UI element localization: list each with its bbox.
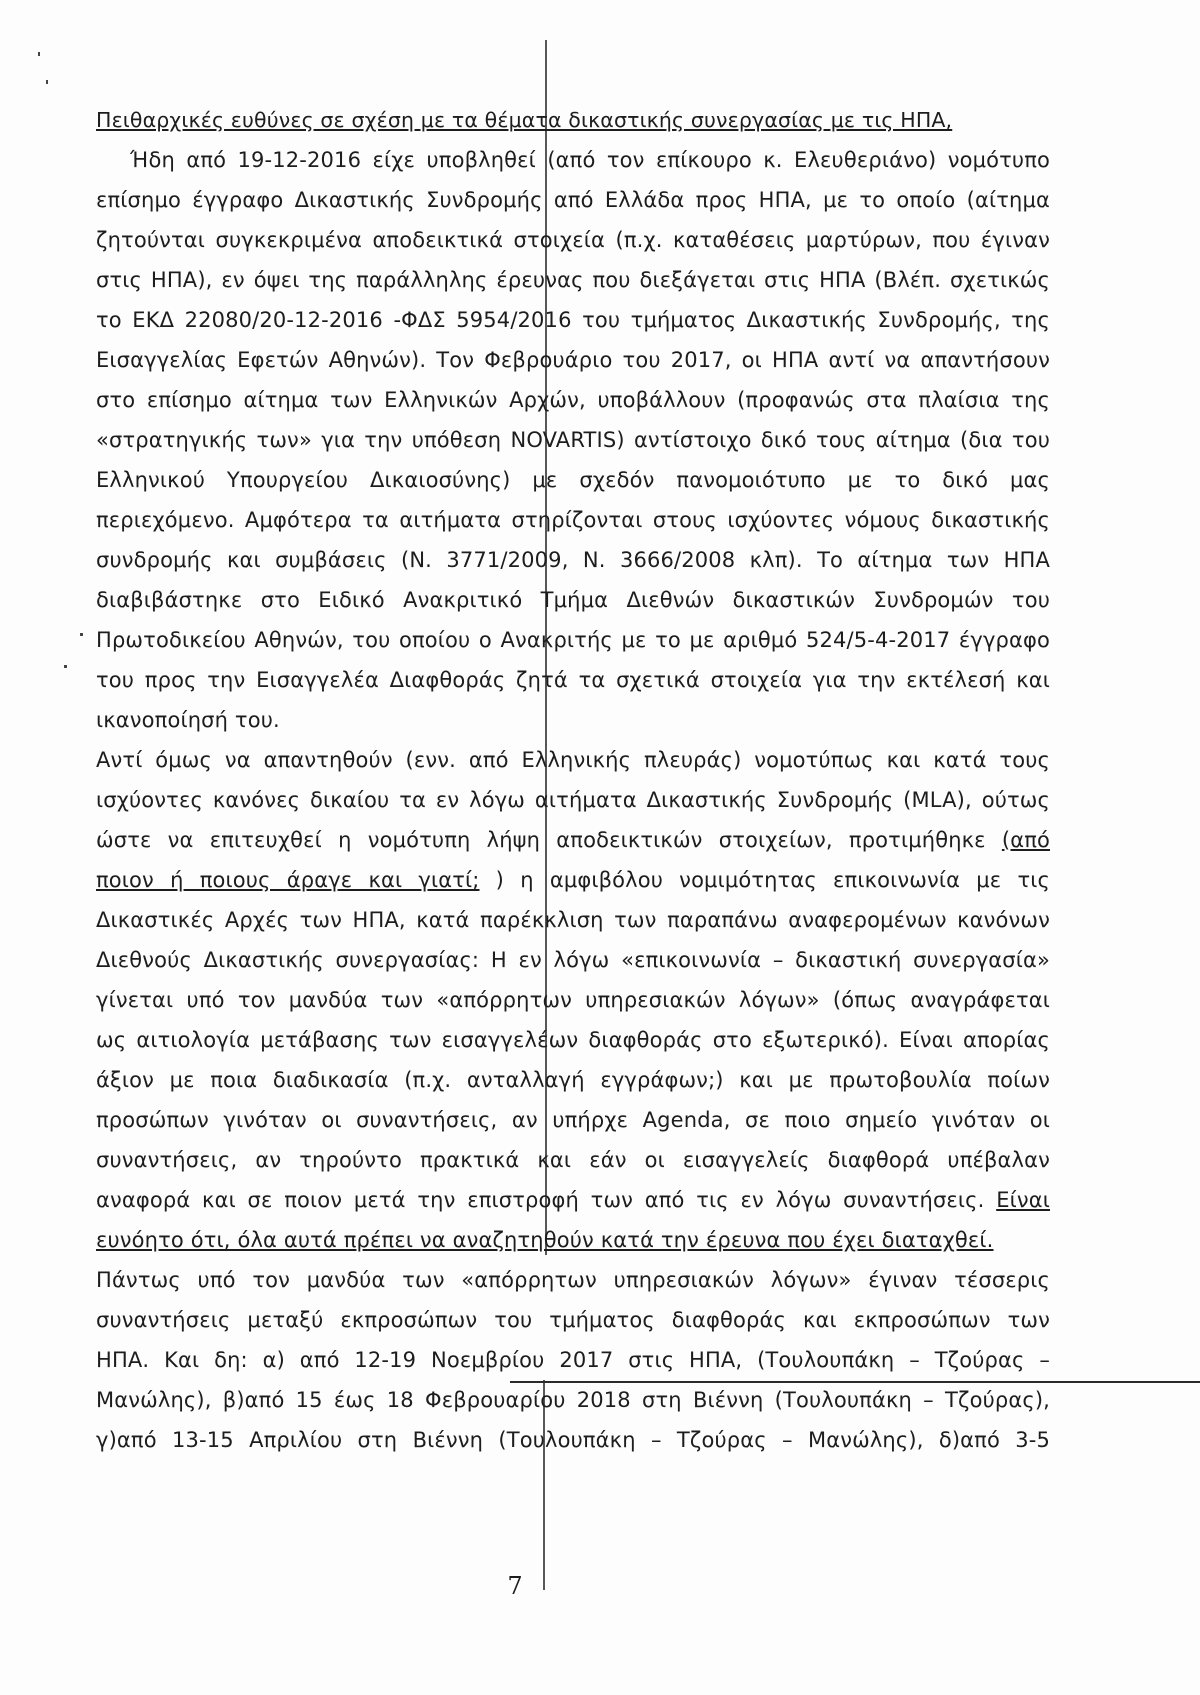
underlined-text: ποιον ή ποιους άραγε και γιατί;	[96, 868, 480, 892]
document-body	[96, 100, 1050, 1460]
text-line: στο επίσημο αίτημα των Ελληνικών Αρχών, υποβάλλουν (προφανώς στα πλαίσια της	[96, 388, 1050, 412]
text-line: συνδρομής και συμβάσεις (Ν. 3771/2009, Ν. 3666/2008 κλπ). Το αίτημα των ΗΠΑ	[96, 548, 1050, 572]
text-line: συναντήσεις, αν τηρούντο πρακτικά και εάν οι εισαγγελείς διαφθορά υπέβαλαν	[96, 1148, 1050, 1172]
scan-speck	[64, 665, 67, 668]
underlined-text: (από	[1001, 828, 1050, 852]
paragraph-2	[96, 740, 1050, 1260]
text-line	[96, 1220, 1050, 1260]
text-line: Αντί όμως να απαντηθούν (ενν. από Ελληνικής πλευράς) νομοτύπως και κατά τους	[96, 748, 1050, 772]
section-heading: Πειθαρχικές ευθύνες σε σχέση με τα θέματα δικαστικής συνεργασίας με τις ΗΠΑ,	[96, 108, 953, 132]
scan-speck	[38, 52, 40, 56]
underlined-text: ευνόητο ότι, όλα αυτά πρέπει να αναζητηθούν κατά την έρευνα που έχει διαταχθεί.	[96, 1228, 994, 1252]
paragraph-1	[96, 140, 1050, 740]
text-line	[96, 860, 1050, 900]
text-line: ΗΠΑ. Και δη: α) από 12-19 Νοεμβρίου 2017 στις ΗΠΑ, (Τουλουπάκη – Τζούρας –	[96, 1348, 1050, 1372]
page-number: 7	[507, 1572, 523, 1600]
text-line	[96, 1180, 1050, 1220]
scan-speck	[80, 633, 83, 636]
text-line: ικανοποίησή του.	[96, 708, 280, 732]
text-line: συναντήσεις μεταξύ εκπροσώπων του τμήματος διαφθοράς και εκπροσώπων των	[96, 1308, 1050, 1332]
paragraph-3	[96, 1260, 1050, 1460]
text-line: ισχύοντες κανόνες δικαίου τα εν λόγω αιτήματα Δικαστικής Συνδρομής (MLA), ούτως	[96, 788, 1050, 812]
text-line: Ήδη από 19-12-2016 είχε υποβληθεί (από τον επίκουρο κ. Ελευθεριάνο) νομότυπο	[130, 148, 1050, 172]
text-line: το ΕΚΔ 22080/20-12-2016 -ΦΔΣ 5954/2016 του τμήματος Δικαστικής Συνδρομής, της	[96, 308, 1050, 332]
text-line: άξιον με ποια διαδικασία (π.χ. ανταλλαγή εγγράφων;) και με πρωτοβουλία ποίων	[96, 1068, 1050, 1092]
scan-speck	[46, 80, 48, 84]
text-line: Δικαστικές Αρχές των ΗΠΑ, κατά παρέκκλιση των παραπάνω αναφερομένων κανόνων	[96, 908, 1050, 932]
text-line	[96, 820, 1050, 860]
text-line: ως αιτιολογία μετάβασης των εισαγγελέων διαφθοράς στο εξωτερικό). Είναι απορίας	[96, 1028, 1050, 1052]
text-segment: αναφορά και σε ποιον μετά την επιστροφή των από τις εν λόγω συναντήσεις.	[96, 1188, 997, 1212]
text-segment: ) η αμφιβόλου νομιμότητας επικοινωνία με τις	[479, 868, 1050, 892]
text-line: Πάντως υπό τον μανδύα των «απόρρητων υπηρεσιακών λόγων» έγιναν τέσσερις	[96, 1268, 1050, 1292]
text-line: Διεθνούς Δικαστικής συνεργασίας: Η εν λόγω «επικοινωνία – δικαστική συνεργασία»	[96, 948, 1050, 972]
text-line: Ελληνικού Υπουργείου Δικαιοσύνης) με σχεδόν πανομοιότυπο με το δικό μας	[96, 468, 1050, 492]
text-line: γ)από 13-15 Απριλίου στη Βιέννη (Τουλουπάκη – Τζούρας – Μανώλης), δ)από 3-5	[96, 1428, 1050, 1452]
text-line: επίσημο έγγραφο Δικαστικής Συνδρομής από Ελλάδα προς ΗΠΑ, με το οποίο (αίτημα	[96, 188, 1050, 212]
underlined-text: Είναι	[996, 1188, 1050, 1212]
text-segment: ώστε να επιτευχθεί η νομότυπη λήψη αποδεικτικών στοιχείων, προτιμήθηκε	[96, 828, 986, 852]
text-line: διαβιβάστηκε στο Ειδικό Ανακριτικό Τμήμα Διεθνών δικαστικών Συνδρομών του	[96, 588, 1050, 612]
text-line: περιεχόμενο. Αμφότερα τα αιτήματα στηρίζονται στους ισχύοντες νόμους δικαστικής	[96, 508, 1050, 532]
text-line: Μανώλης), β)από 15 έως 18 Φεβρουαρίου 2018 στη Βιέννη (Τουλουπάκη – Τζούρας),	[96, 1388, 1050, 1412]
text-line: προσώπων γινόταν οι συναντήσεις, αν υπήρχε Agenda, σε ποιο σημείο γινόταν οι	[96, 1108, 1050, 1132]
text-line: του προς την Εισαγγελέα Διαφθοράς ζητά τα σχετικά στοιχεία για την εκτέλεσή και	[96, 668, 1050, 692]
text-line: «στρατηγικής των» για την υπόθεση NOVARTIS) αντίστοιχο δικό τους αίτημα (δια του	[96, 428, 1050, 452]
text-line: γίνεται υπό τον μανδύα των «απόρρητων υπηρεσιακών λόγων» (όπως αναγράφεται	[96, 988, 1050, 1012]
text-line: ζητούνται συγκεκριμένα αποδεικτικά στοιχεία (π.χ. καταθέσεις μαρτύρων, που έγιναν	[96, 228, 1050, 252]
text-line: Πρωτοδικείου Αθηνών, του οποίου ο Ανακριτής με το με αριθμό 524/5-4-2017 έγγραφο	[96, 628, 1050, 652]
text-line: Εισαγγελίας Εφετών Αθηνών). Τον Φεβρουάριο του 2017, οι ΗΠΑ αντί να απαντήσουν	[96, 348, 1050, 372]
text-line: στις ΗΠΑ), εν όψει της παράλληλης έρευνας που διεξάγεται στις ΗΠΑ (Βλέπ. σχετικώς	[96, 268, 1050, 292]
